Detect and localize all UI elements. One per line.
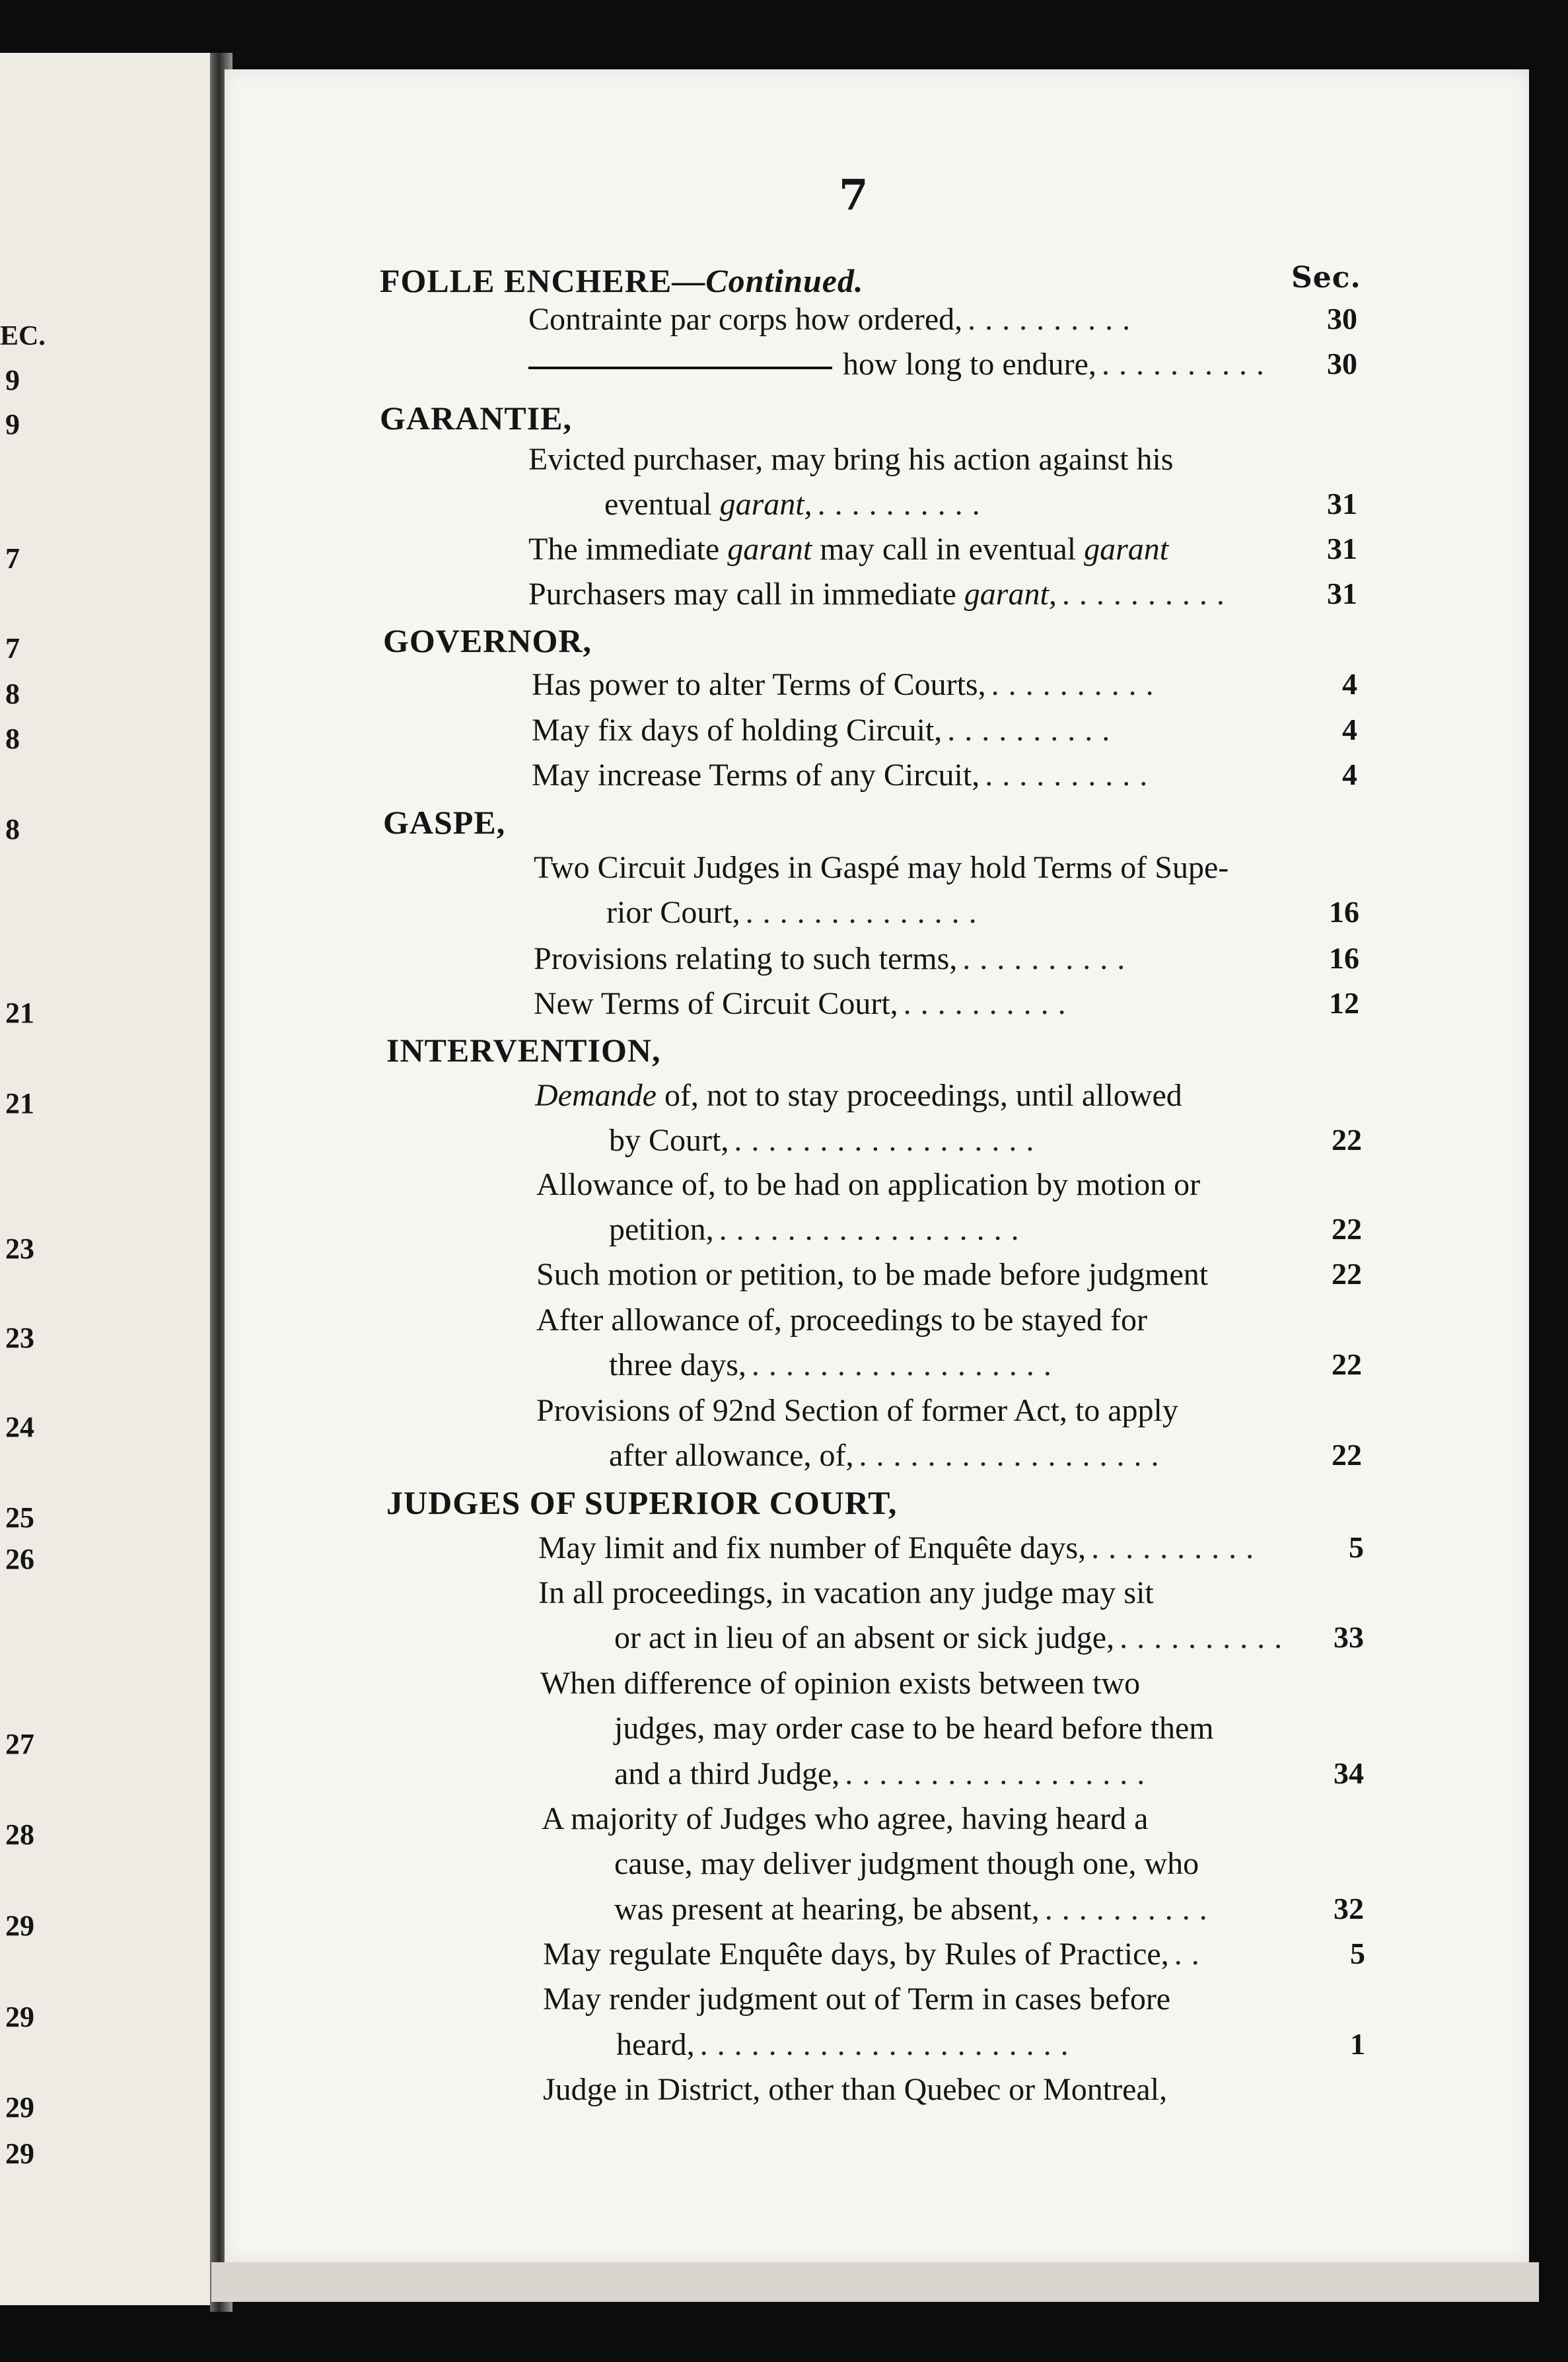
index-entry: heard, ...................... 1 xyxy=(616,2027,1365,2062)
left-page-number: 7 xyxy=(5,632,20,664)
left-page-number: 9 xyxy=(5,364,20,396)
left-page-number: 23 xyxy=(5,1233,34,1265)
left-page-number: 25 xyxy=(5,1501,34,1534)
index-entry: After allowance of, proceedings to be stayed for xyxy=(536,1303,1147,1338)
index-entry: May fix days of holding Circuit, .......... 4 xyxy=(532,713,1357,748)
left-page-number: 29 xyxy=(5,2137,34,2170)
index-entry: Contrainte par corps how ordered, .......... 30 xyxy=(528,302,1357,337)
left-page-number: 21 xyxy=(5,1087,34,1120)
index-entry: Such motion or petition, to be made before judgment 22 xyxy=(536,1257,1362,1292)
index-entry: three days, .................. 22 xyxy=(609,1347,1362,1382)
index-entry: Demande of, not to stay proceedings, until allowed xyxy=(535,1078,1182,1113)
index-entry: When difference of opinion exists between two xyxy=(540,1666,1141,1701)
page-bottom-edge xyxy=(211,2262,1539,2302)
section-column-header: Sec. xyxy=(1291,261,1361,295)
left-page-number: 29 xyxy=(5,2091,34,2124)
index-entry: or act in lieu of an absent or sick judge, .......... 33 xyxy=(614,1620,1364,1655)
index-entry: petition, .................. 22 xyxy=(609,1212,1362,1247)
left-page-number: 23 xyxy=(5,1322,34,1354)
index-heading-intervention: INTERVENTION, xyxy=(386,1032,661,1069)
index-entry: May render judgment out of Term in cases before xyxy=(543,1982,1171,2017)
index-entry: Two Circuit Judges in Gaspé may hold Terms of Supe- xyxy=(534,850,1229,885)
index-entry: after allowance, of, .................. 22 xyxy=(609,1438,1362,1473)
index-entry: eventual garant, .......... 31 xyxy=(604,487,1357,522)
index-entry: Provisions relating to such terms, .......... 16 xyxy=(534,941,1359,976)
index-entry: Allowance of, to be had on application by motion or xyxy=(536,1167,1201,1202)
index-heading-gaspe: GASPE, xyxy=(383,804,506,841)
index-entry: New Terms of Circuit Court, .......... 12 xyxy=(534,986,1359,1021)
ditto-rule xyxy=(528,367,832,369)
left-page-number: 21 xyxy=(5,997,34,1029)
index-heading-governor: GOVERNOR, xyxy=(383,622,592,659)
left-page-number: 8 xyxy=(5,723,20,755)
index-entry: Has power to alter Terms of Courts, .......... 4 xyxy=(532,667,1357,702)
index-entry: May regulate Enquête days, by Rules of Practice, .. 5 xyxy=(543,1937,1365,1972)
left-page-number: 27 xyxy=(5,1728,34,1760)
index-entry: May limit and fix number of Enquête days, .......... 5 xyxy=(538,1530,1364,1565)
index-entry: Provisions of 92nd Section of former Act, to apply xyxy=(536,1393,1178,1428)
index-page xyxy=(225,69,1529,2262)
left-page-number: 8 xyxy=(5,678,20,710)
index-heading-folle-enchere: FOLLE ENCHERE—Continued. xyxy=(380,262,864,299)
index-entry: was present at hearing, be absent, .......... 32 xyxy=(614,1892,1364,1927)
index-heading-judges: JUDGES OF SUPERIOR COURT, xyxy=(386,1484,898,1521)
index-heading-garantie: GARANTIE, xyxy=(380,400,572,437)
index-entry: In all proceedings, in vacation any judge may sit xyxy=(538,1575,1154,1610)
left-page-number: 24 xyxy=(5,1411,34,1443)
left-page-number: 9 xyxy=(5,408,20,441)
index-entry: May increase Terms of any Circuit, .......... 4 xyxy=(532,758,1357,793)
left-page-number: 8 xyxy=(5,813,20,845)
left-page-number: 29 xyxy=(5,1910,34,1942)
index-entry: judges, may order case to be heard before them xyxy=(614,1711,1214,1746)
index-entry: A majority of Judges who agree, having heard a xyxy=(542,1801,1149,1836)
index-entry: Purchasers may call in immediate garant, .......... 31 xyxy=(528,577,1357,612)
index-entry: Evicted purchaser, may bring his action against his xyxy=(528,442,1174,477)
left-page-number: 29 xyxy=(5,2001,34,2033)
index-entry: The immediate garant may call in eventual garant 31 xyxy=(528,532,1357,567)
index-entry: Judge in District, other than Quebec or Montreal, xyxy=(543,2072,1168,2107)
index-entry: how long to endure, .......... 30 xyxy=(528,349,1357,380)
left-page-number: 26 xyxy=(5,1543,34,1575)
page-number: 7 xyxy=(839,170,869,220)
left-page-header: EC. xyxy=(0,321,46,351)
index-entry: rior Court, .............. 16 xyxy=(606,895,1359,930)
index-entry: and a third Judge, .................. 34 xyxy=(614,1756,1364,1791)
index-entry: cause, may deliver judgment though one, who xyxy=(614,1846,1199,1881)
left-page-number: 28 xyxy=(5,1818,34,1851)
left-facing-page xyxy=(0,53,210,2305)
left-page-number: 7 xyxy=(5,542,20,575)
index-entry: by Court, .................. 22 xyxy=(609,1123,1362,1158)
